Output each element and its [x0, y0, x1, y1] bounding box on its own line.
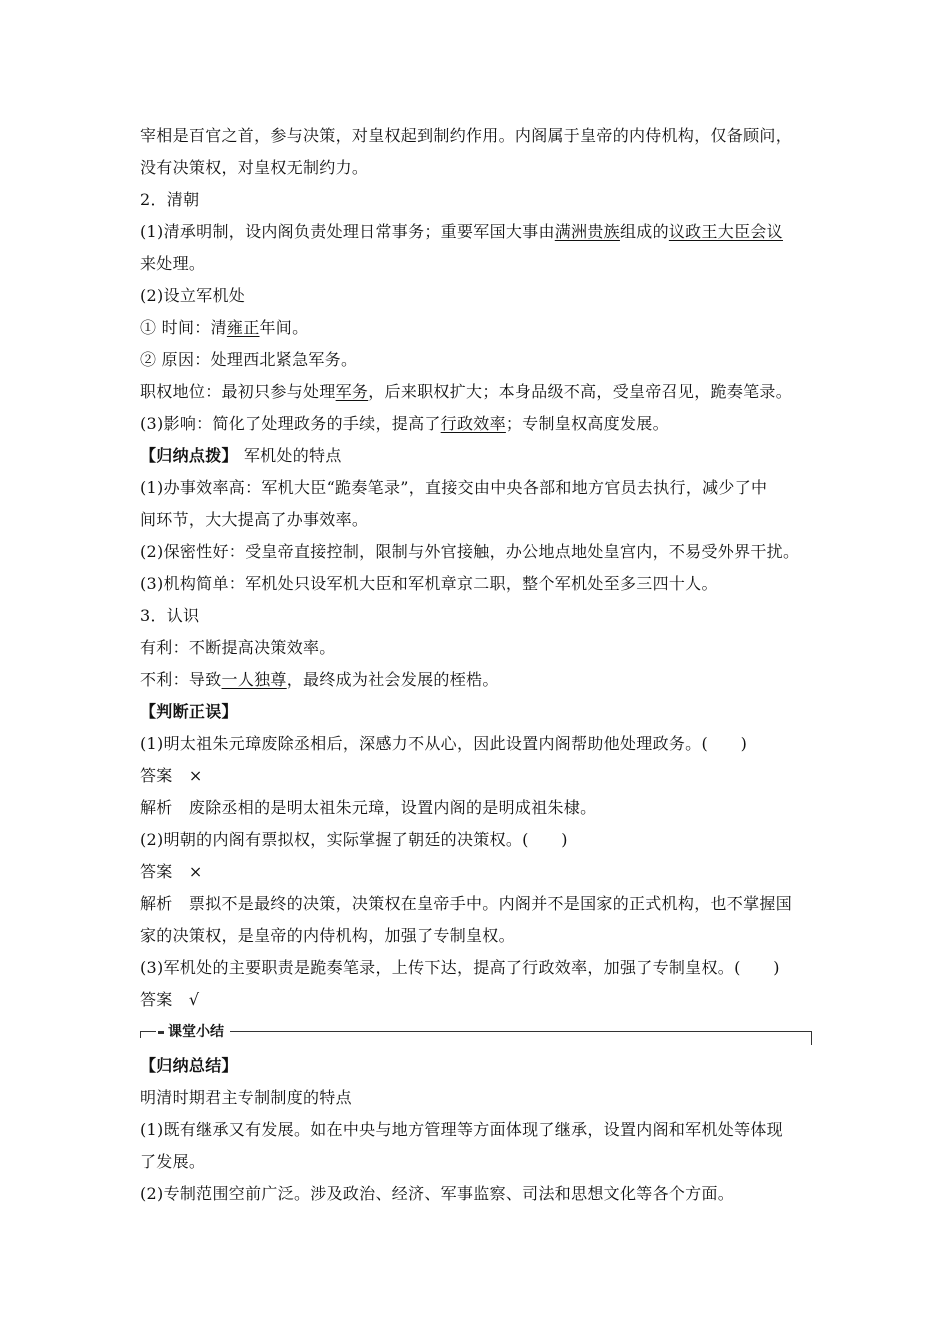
- text-line: (2)保密性好：受皇帝直接控制，限制与外官接触，办公地点地处皇宫内，不易受外界干扰。: [140, 542, 800, 561]
- divider: [811, 1031, 812, 1045]
- answer-line: 答案 ×: [140, 862, 203, 881]
- text-span: 军机处的特点: [243, 446, 342, 465]
- text-line: 来处理。: [140, 254, 206, 273]
- question-line: (1)明太祖朱元璋废除丞相后，深感力不从心，因此设置内阁帮助他处理政务。( ): [140, 734, 748, 753]
- text-line: 了发展。: [140, 1152, 206, 1171]
- question-line: (3)军机处的主要职责是跪奏笔录，上传下达，提高了行政效率，加强了专制皇权。( ): [140, 958, 780, 977]
- bracket-heading: 【归纳总结】: [140, 1056, 238, 1075]
- section-heading: 3．认识: [140, 606, 200, 625]
- answer-line: 答案 ×: [140, 766, 203, 785]
- text-line: (2)专制范围空前广泛。涉及政治、经济、军事监察、司法和思想文化等各个方面。: [140, 1184, 735, 1203]
- question-line: (2)明朝的内阁有票拟权，实际掌握了朝廷的决策权。( ): [140, 830, 568, 849]
- summary-section-bar: [140, 1022, 812, 1044]
- text-line: 没有决策权，对皇权无制约力。: [140, 158, 369, 177]
- text-span: 组成的: [619, 222, 669, 241]
- explanation-line: 解析 票拟不是最终的决策，决策权在皇帝手中。内阁并不是国家的正式机构，也不掌握国: [140, 894, 793, 913]
- text-span: ；专制皇权高度发展。: [505, 414, 669, 433]
- text-span: ，后来职权扩大；本身品级不高，受皇帝召见，跪奏笔录。: [368, 382, 793, 401]
- text-line: 明清时期君主专制制度的特点: [140, 1088, 352, 1107]
- text-line: (1)办事效率高：军机大臣“跪奏笔录”，直接交由中央各部和地方官员去执行，减少了中: [140, 478, 768, 497]
- text-span: (3)影响：简化了处理政务的手续，提高了: [140, 414, 441, 433]
- summary-label-text: 课堂小结: [168, 1024, 224, 1040]
- explanation-line: 解析 废除丞相的是明太祖朱元璋，设置内阁的是明成祖朱棣。: [140, 798, 597, 817]
- text-span: ，最终成为社会发展的桎梏。: [286, 670, 499, 689]
- underlined-term: 一人独尊: [221, 670, 287, 689]
- text-span: (1)清承明制，设内阁负责处理日常事务；重要军国大事由: [140, 222, 555, 241]
- summary-section-title: [156, 1022, 230, 1042]
- section-heading: 2．清朝: [140, 190, 200, 209]
- text-line: (2)设立军机处: [140, 286, 246, 305]
- text-line: [140, 414, 820, 434]
- dash-marker: [158, 1031, 164, 1034]
- text-line: 宰相是百官之首，参与决策，对皇权起到制约作用。内阁属于皇帝的内侍机构，仅备顾问，: [140, 126, 793, 145]
- text-line: [140, 382, 820, 402]
- text-line: 间环节，大大提高了办事效率。: [140, 510, 369, 529]
- text-line: 有利：不断提高决策效率。: [140, 638, 336, 657]
- bracket-heading: 【判断正误】: [140, 702, 238, 721]
- underlined-term: 行政效率: [440, 414, 506, 433]
- underlined-term: 满洲贵族: [554, 222, 620, 241]
- text-line: [140, 222, 820, 242]
- text-span: 年间。: [259, 318, 309, 337]
- text-span: 不利：导致: [140, 670, 222, 689]
- answer-line: 答案 √: [140, 990, 200, 1009]
- underlined-term: 雍正: [226, 318, 260, 337]
- divider: [140, 1031, 141, 1038]
- explanation-line: 家的决策权，是皇帝的内侍机构，加强了专制皇权。: [140, 926, 515, 945]
- underlined-term: 议政王大臣会议: [668, 222, 783, 241]
- underlined-term: 军务: [335, 382, 369, 401]
- text-line: (3)机构简单：军机处只设军机大臣和军机章京二职，整个军机处至多三四十人。: [140, 574, 718, 593]
- text-line: [140, 446, 820, 466]
- text-span: 职权地位：最初只参与处理: [140, 382, 336, 401]
- text-line: [140, 318, 820, 338]
- text-line: ② 原因：处理西北紧急军务。: [140, 350, 358, 369]
- bracket-heading: 【归纳点拨】: [140, 446, 238, 465]
- text-span: ① 时间：清: [140, 318, 227, 337]
- text-line: (1)既有继承又有发展。如在中央与地方管理等方面体现了继承，设置内阁和军机处等体现: [140, 1120, 783, 1139]
- text-line: [140, 670, 820, 690]
- divider: [140, 1031, 812, 1032]
